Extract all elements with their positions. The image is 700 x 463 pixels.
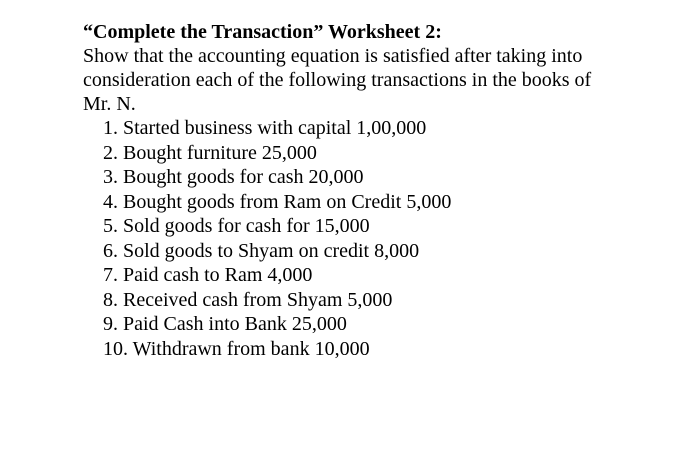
transaction-item: 9. Paid Cash into Bank 25,000	[103, 313, 347, 335]
transaction-item: 7. Paid cash to Ram 4,000	[103, 264, 313, 286]
transaction-item: 3. Bought goods for cash 20,000	[103, 166, 364, 188]
worksheet-instructions: Show that the accounting equation is satisfied after taking into consideration each of the following transactions in the books of Mr. N.	[83, 45, 592, 115]
transaction-item: 6. Sold goods to Shyam on credit 8,000	[103, 239, 420, 262]
transaction-item: 10. Withdrawn from bank 10,000	[103, 337, 370, 360]
transaction-list	[103, 116, 700, 361]
transaction-item: 1. Started business with capital 1,00,000	[103, 117, 427, 139]
transaction-item: 2. Bought furniture 25,000	[103, 141, 317, 164]
transaction-item: 8. Received cash from Shyam 5,000	[103, 288, 393, 311]
transaction-item: 5. Sold goods for cash for 15,000	[103, 215, 370, 237]
transaction-item: 4. Bought goods from Ram on Credit 5,000	[103, 190, 452, 213]
worksheet-title: “Complete the Transaction” Worksheet 2:	[83, 21, 442, 43]
worksheet	[83, 20, 683, 361]
